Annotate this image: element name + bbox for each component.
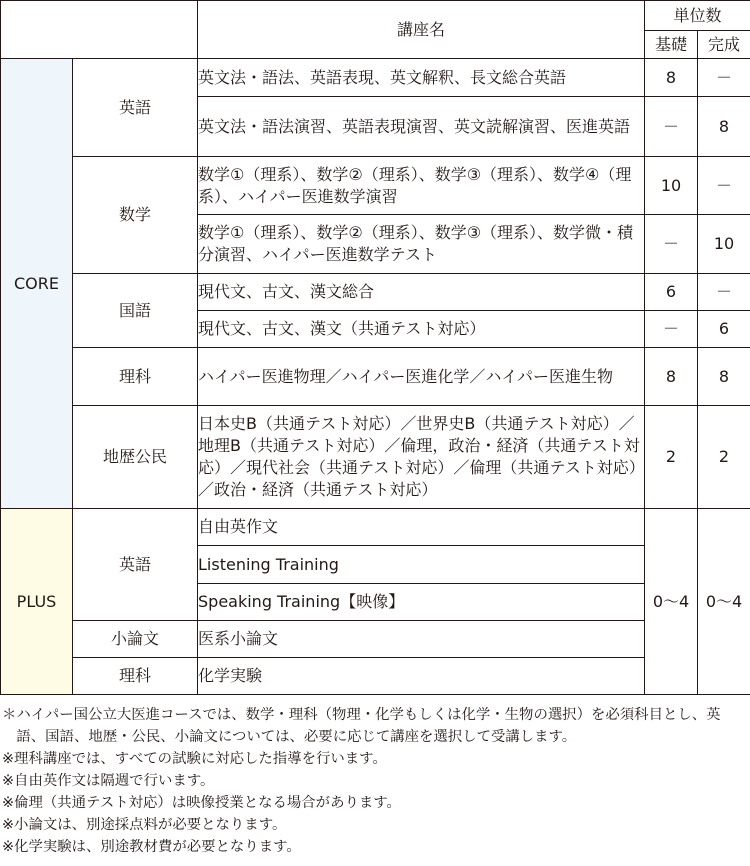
header-units: 単位数	[645, 1, 750, 31]
plus-essay-label: 小論文	[73, 621, 198, 658]
table-row	[1, 274, 750, 311]
note-free-composition: ※自由英作文は隔週で行います。	[2, 773, 215, 789]
note-chem-lab-fee: ※化学実験は、別途教材費が必要となります。	[2, 839, 301, 855]
table-row	[1, 658, 750, 695]
complete-units: 10	[698, 215, 750, 274]
core-social-label: 地歴公民	[73, 406, 198, 509]
header-basic: 基礎	[645, 31, 698, 59]
complete-units: 8	[698, 97, 750, 157]
note-essay-fee: ※小論文は、別途採点料が必要となります。	[2, 817, 287, 833]
core-math-label: 数学	[73, 157, 198, 274]
table-row	[1, 157, 750, 215]
note-required-subjects: ＊ハイパー国公立大医進コースでは、数学・理科（物理・化学もしくは化学・生物の選択）を必須科目とし、英語、国語、地歴・公民、小論文については、必要に応じて講座を選択して受講します。	[2, 707, 721, 745]
table-row	[1, 406, 750, 509]
course-name: 自由英作文	[198, 509, 645, 546]
plus-complete-units: 0～4	[698, 509, 750, 695]
course-name: ハイパー医進物理／ハイパー医進化学／ハイパー医進生物	[198, 348, 645, 406]
course-name: 現代文、古文、漢文総合	[198, 274, 645, 311]
course-name: 日本史B（共通テスト対応）／世界史B（共通テスト対応）／地理B（共通テスト対応）／倫理，政治・経済（共通テスト対応）／現代社会（共通テスト対応）／倫理（共通テスト対応）／政治・経済（共通テスト対応）	[198, 406, 645, 509]
core-label: CORE	[1, 59, 73, 509]
complete-units: 6	[698, 311, 750, 348]
course-name: 医系小論文	[198, 621, 645, 658]
note-science: ※理科講座では、すべての試験に対応した指導を行います。	[2, 751, 387, 767]
course-name: Listening Training	[198, 546, 645, 584]
course-name: 英文法・語法演習、英語表現演習、英文読解演習、医進英語	[198, 97, 645, 157]
basic-units: 8	[645, 59, 698, 97]
table-row	[1, 621, 750, 658]
complete-units: 8	[698, 348, 750, 406]
header-course-name: 講座名	[198, 1, 645, 59]
basic-units: －	[645, 311, 698, 348]
complete-units: －	[698, 274, 750, 311]
course-name: 数学①（理系）、数学②（理系）、数学③（理系）、数学微・積分演習、ハイパー医進数学テスト	[198, 215, 645, 274]
basic-units: 6	[645, 274, 698, 311]
course-name: 化学実験	[198, 658, 645, 695]
course-name: Speaking Training【映像】	[198, 584, 645, 621]
plus-english-label: 英語	[73, 509, 198, 621]
basic-units: 2	[645, 406, 698, 509]
course-name: 英文法・語法、英語表現、英文解釈、長文総合英語	[198, 59, 645, 97]
notes	[2, 704, 748, 858]
plus-label: PLUS	[1, 509, 73, 695]
header-blank	[1, 1, 198, 59]
complete-units: －	[698, 157, 750, 215]
basic-units: 10	[645, 157, 698, 215]
core-japanese-label: 国語	[73, 274, 198, 348]
course-name: 数学①（理系）、数学②（理系）、数学③（理系）、数学④（理系）、ハイパー医進数学演習	[198, 157, 645, 215]
table-row	[1, 509, 750, 546]
basic-units: －	[645, 215, 698, 274]
basic-units: －	[645, 97, 698, 157]
header-row	[1, 1, 750, 31]
course-name: 現代文、古文、漢文（共通テスト対応）	[198, 311, 645, 348]
plus-basic-units: 0～4	[645, 509, 698, 695]
complete-units: 2	[698, 406, 750, 509]
table-row	[1, 348, 750, 406]
header-complete: 完成	[698, 31, 750, 59]
note-ethics: ※倫理（共通テスト対応）は映像授業となる場合があります。	[2, 795, 401, 811]
plus-science-label: 理科	[73, 658, 198, 695]
core-science-label: 理科	[73, 348, 198, 406]
core-english-label: 英語	[73, 59, 198, 157]
table-row	[1, 59, 750, 97]
basic-units: 8	[645, 348, 698, 406]
complete-units: －	[698, 59, 750, 97]
